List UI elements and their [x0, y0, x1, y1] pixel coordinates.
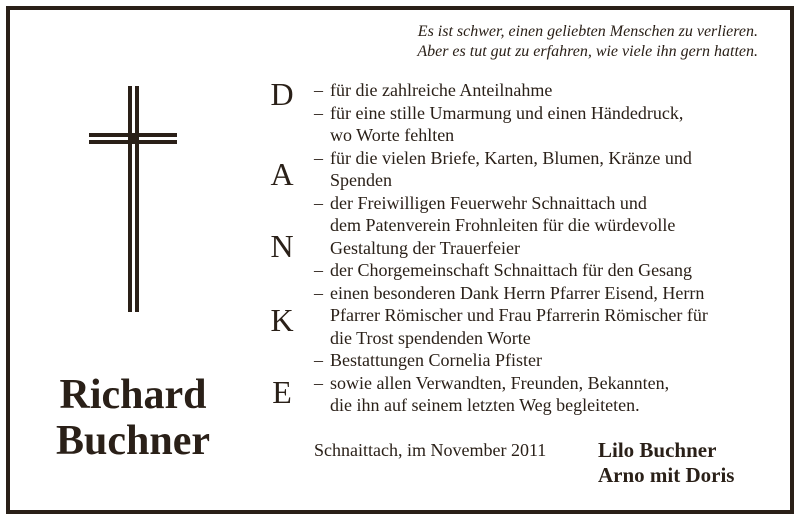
quote-line-2: Aber es tut gut zu erfahren, wie viele ihn gern hatten. — [417, 43, 758, 60]
danke-letter: N — [270, 228, 294, 264]
thanks-item-dash: – — [314, 102, 323, 123]
thanks-item-dash: – — [314, 350, 323, 370]
danke-letter: D — [270, 76, 294, 112]
thanks-item-line: wo Worte fehlten — [330, 125, 455, 145]
deceased-last-name: Buchner — [55, 418, 210, 464]
signer-name: Arno mit Doris — [598, 463, 735, 487]
danke-letter: K — [270, 302, 294, 338]
cross-vertical-bar — [128, 86, 139, 312]
thanks-item — [314, 282, 774, 350]
thanks-item-line: einen besonderen Dank Herrn Pfarrer Eisend, Herrn — [330, 282, 705, 303]
thanks-item-line: Spenden — [330, 170, 392, 190]
thanks-item-line: für eine stille Umarmung und einen Händedruck, — [330, 102, 684, 123]
thanks-item-line: Bestattungen Cornelia Pfister — [330, 350, 542, 370]
thanks-item-line: für die zahlreiche Anteilnahme — [330, 80, 553, 100]
deceased-name — [40, 372, 226, 464]
thanks-item — [314, 192, 774, 260]
thanks-item-line: Gestaltung der Trauerfeier — [330, 237, 520, 258]
thanks-item-dash: – — [314, 372, 323, 393]
thanks-list — [314, 79, 774, 417]
thanks-item-line: sowie allen Verwandten, Freunden, Bekannten, — [330, 372, 670, 393]
thanks-item-line: dem Patenverein Frohnleiten für die würdevolle — [330, 215, 676, 235]
thanks-item — [314, 259, 774, 282]
thanks-item — [314, 102, 774, 147]
thanks-item-line: die Trost spendenden Worte — [330, 327, 531, 348]
place-date: Schnaittach, im November 2011 — [314, 440, 547, 460]
thanks-item — [314, 372, 774, 417]
thanks-item-line: Pfarrer Römischer und Frau Pfarrerin Römischer für — [330, 305, 708, 325]
thanks-item-line: die ihn auf seinem letzten Weg begleiteten. — [330, 395, 640, 415]
thanks-item-line: der Freiwilligen Feuerwehr Schnaittach und — [330, 192, 647, 213]
thanks-item-dash: – — [314, 147, 323, 168]
thanks-item — [314, 349, 774, 372]
signer-name: Lilo Buchner — [598, 438, 717, 462]
danke-letter: A — [270, 156, 294, 192]
danke-letter: E — [272, 374, 292, 410]
signers — [598, 438, 734, 488]
thanks-item — [314, 79, 774, 102]
quote — [417, 22, 758, 62]
thanks-item-line: für die vielen Briefe, Karten, Blumen, Kränze und — [330, 147, 692, 168]
thanks-item-line: der Chorgemeinschaft Schnaittach für den Gesang — [330, 260, 693, 280]
cross-center — [128, 133, 139, 144]
thanks-item-dash: – — [314, 192, 323, 213]
thanks-item-dash: – — [314, 260, 323, 280]
thanks-item — [314, 147, 774, 192]
thanks-item-dash: – — [314, 282, 323, 303]
quote-line-1: Es ist schwer, einen geliebten Menschen zu verlieren. — [417, 23, 758, 40]
deceased-first-name: Richard — [59, 372, 207, 418]
thanks-item-dash: – — [314, 80, 323, 100]
